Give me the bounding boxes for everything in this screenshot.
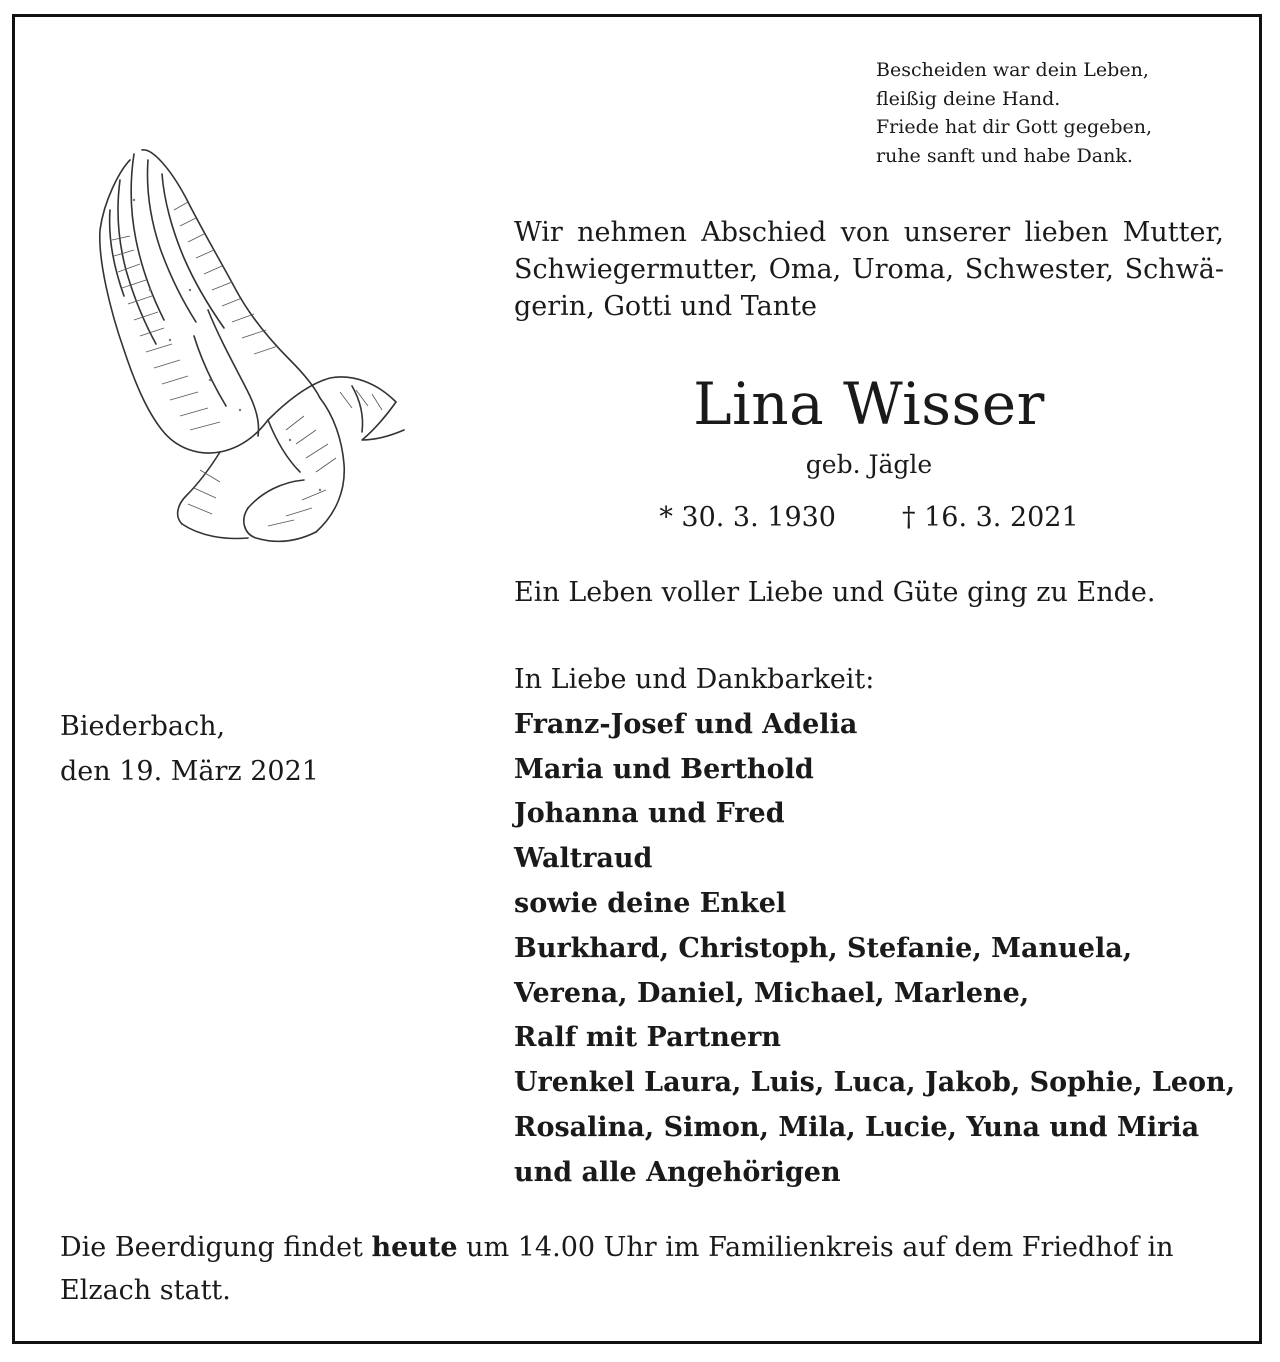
poem-line: Bescheiden war dein Leben,: [876, 59, 1149, 81]
place-date: [60, 704, 319, 794]
intro-line: Schwiegermutter, Oma, Uroma, Schwester, Schwä-: [514, 254, 1224, 285]
intro-text: [514, 214, 1224, 325]
motto: Ein Leben voller Liebe und Güte ging zu Ende.: [514, 577, 1156, 608]
mourner-line: Burkhard, Christoph, Stefanie, Manuela,: [514, 932, 1133, 964]
funeral-emphasis: heute: [371, 1232, 458, 1263]
mourners-lead: In Liebe und Dankbarkeit:: [514, 664, 875, 695]
life-dates: [514, 499, 1224, 537]
mourner-line: Maria und Berthold: [514, 753, 814, 785]
mourner-line: und alle Angehörigen: [514, 1156, 841, 1188]
mourner-line: Rosalina, Simon, Mila, Lucie, Yuna und Miria: [514, 1111, 1200, 1143]
date: den 19. März 2021: [60, 756, 319, 787]
mourner-line: Johanna und Fred: [514, 798, 785, 830]
poem-line: Friede hat dir Gott gegeben,: [876, 116, 1153, 138]
place: Biederbach,: [60, 711, 226, 742]
death-date: † 16. 3. 2021: [902, 502, 1079, 533]
deceased-name: Lina Wisser: [693, 370, 1045, 438]
poem-line: ruhe sanft und habe Dank.: [876, 144, 1133, 167]
mourner-line: Ralf mit Partnern: [514, 1022, 781, 1054]
funeral-text-before: Die Beerdigung findet: [60, 1232, 372, 1263]
intro-line: gerin, Gotti und Tante: [514, 291, 817, 322]
poem-line: fleißig deine Hand.: [876, 87, 1061, 110]
poem: [876, 56, 1152, 170]
mourner-line: Verena, Daniel, Michael, Marlene,: [514, 977, 1030, 1009]
funeral-notice: [60, 1226, 1230, 1312]
mourner-line: sowie deine Enkel: [514, 887, 787, 919]
praying-hands-icon: [90, 140, 410, 550]
mourner-line: Waltraud: [514, 843, 653, 875]
funeral-text-after: um 14.00 Uhr im Familienkreis auf dem Friedhof in Elzach statt.: [60, 1232, 1174, 1306]
birth-name: geb. Jägle: [805, 450, 933, 479]
birth-date: * 30. 3. 1930: [659, 502, 836, 533]
intro-line: Wir nehmen Abschied von unserer lieben Mutter,: [514, 217, 1224, 248]
mourners-list: [514, 658, 1235, 1196]
mourner-line: Urenkel Laura, Luis, Luca, Jakob, Sophie, Leon,: [514, 1067, 1236, 1099]
mourner-line: Franz-Josef und Adelia: [514, 708, 858, 740]
